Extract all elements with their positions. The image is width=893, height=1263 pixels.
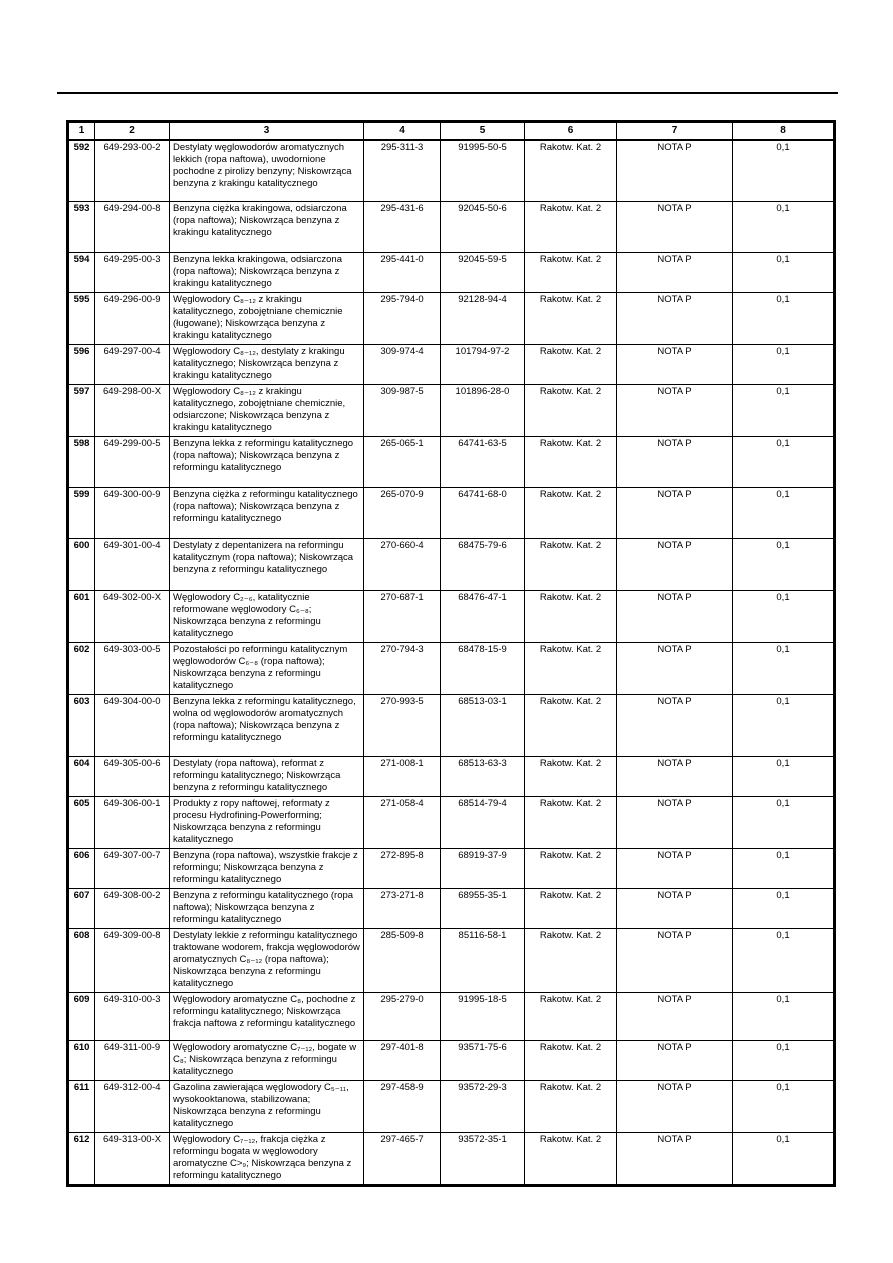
- classification: Rakotw. Kat. 2: [525, 252, 617, 292]
- table-row: [68, 538, 835, 590]
- cas-number: 93572-29-3: [441, 1080, 525, 1132]
- table-row: [68, 1080, 835, 1132]
- ec-number: 272-895-8: [364, 848, 441, 888]
- column-header-5: 5: [441, 122, 525, 141]
- classification: Rakotw. Kat. 2: [525, 888, 617, 928]
- note: NOTA P: [617, 487, 733, 538]
- ec-number: 295-431-6: [364, 201, 441, 252]
- row-number: 607: [68, 888, 95, 928]
- ec-number: 297-465-7: [364, 1132, 441, 1185]
- index-number: 649-299-00-5: [95, 436, 170, 487]
- column-header-4: 4: [364, 122, 441, 141]
- column-header-2: 2: [95, 122, 170, 141]
- index-number: 649-311-00-9: [95, 1040, 170, 1080]
- substance-name: Benzyna z reformingu katalitycznego (ropa naftowa); Niskowrząca benzyna z reformingu katalitycznego: [170, 888, 364, 928]
- table-row: [68, 928, 835, 992]
- classification: Rakotw. Kat. 2: [525, 487, 617, 538]
- index-number: 649-306-00-1: [95, 796, 170, 848]
- cas-number: 64741-63-5: [441, 436, 525, 487]
- table-row: [68, 201, 835, 252]
- cas-number: 92045-59-5: [441, 252, 525, 292]
- table-row: [68, 796, 835, 848]
- row-number: 603: [68, 694, 95, 756]
- row-number: 594: [68, 252, 95, 292]
- note: NOTA P: [617, 538, 733, 590]
- ec-number: 295-794-0: [364, 292, 441, 344]
- cas-number: 68475-79-6: [441, 538, 525, 590]
- column-header-3: 3: [170, 122, 364, 141]
- substance-name: Benzyna ciężka krakingowa, odsiarczona (ropa naftowa); Niskowrząca benzyna z krakingu katalitycznego: [170, 201, 364, 252]
- substance-name: Węglowodory C₈₋₁₂, destylaty z krakingu katalitycznego; Niskowrząca benzyna z krakingu katalitycznego: [170, 344, 364, 384]
- classification: Rakotw. Kat. 2: [525, 796, 617, 848]
- classification: Rakotw. Kat. 2: [525, 1080, 617, 1132]
- index-number: 649-294-00-8: [95, 201, 170, 252]
- ec-number: 309-974-4: [364, 344, 441, 384]
- substance-name: Pozostałości po reformingu katalitycznym węglowodorów C₆₋₈ (ropa naftowa); Niskowrząca benzyna z reformingu katalitycznego: [170, 642, 364, 694]
- cas-number: 92128-94-4: [441, 292, 525, 344]
- index-number: 649-297-00-4: [95, 344, 170, 384]
- table-row: [68, 756, 835, 796]
- cas-number: 64741-68-0: [441, 487, 525, 538]
- cas-number: 93571-75-6: [441, 1040, 525, 1080]
- note: NOTA P: [617, 292, 733, 344]
- classification: Rakotw. Kat. 2: [525, 590, 617, 642]
- ec-number: 295-279-0: [364, 992, 441, 1040]
- row-number: 604: [68, 756, 95, 796]
- concentration-limit: 0,1: [733, 992, 835, 1040]
- cas-number: 101896-28-0: [441, 384, 525, 436]
- note: NOTA P: [617, 140, 733, 201]
- ec-number: 270-794-3: [364, 642, 441, 694]
- index-number: 649-312-00-4: [95, 1080, 170, 1132]
- concentration-limit: 0,1: [733, 201, 835, 252]
- cas-number: 68513-63-3: [441, 756, 525, 796]
- classification: Rakotw. Kat. 2: [525, 1040, 617, 1080]
- note: NOTA P: [617, 1040, 733, 1080]
- table-row: [68, 344, 835, 384]
- index-number: 649-301-00-4: [95, 538, 170, 590]
- concentration-limit: 0,1: [733, 384, 835, 436]
- note: NOTA P: [617, 590, 733, 642]
- concentration-limit: 0,1: [733, 928, 835, 992]
- row-number: 601: [68, 590, 95, 642]
- note: NOTA P: [617, 888, 733, 928]
- row-number: 611: [68, 1080, 95, 1132]
- table-row: [68, 436, 835, 487]
- header-row: [68, 122, 835, 141]
- substance-name: Węglowodory aromatyczne C₇₋₁₂, bogate w C₈; Niskowrząca benzyna z reformingu katalitycznego: [170, 1040, 364, 1080]
- table-row: [68, 487, 835, 538]
- index-number: 649-304-00-0: [95, 694, 170, 756]
- index-number: 649-303-00-5: [95, 642, 170, 694]
- index-number: 649-305-00-6: [95, 756, 170, 796]
- cas-number: 68919-37-9: [441, 848, 525, 888]
- concentration-limit: 0,1: [733, 1080, 835, 1132]
- concentration-limit: 0,1: [733, 796, 835, 848]
- ec-number: 270-660-4: [364, 538, 441, 590]
- concentration-limit: 0,1: [733, 1040, 835, 1080]
- note: NOTA P: [617, 201, 733, 252]
- classification: Rakotw. Kat. 2: [525, 928, 617, 992]
- substance-name: Węglowodory C₂₋₆, katalitycznie reformowane węglowodory C₆₋₈; Niskowrząca benzyna z reformingu katalitycznego: [170, 590, 364, 642]
- row-number: 606: [68, 848, 95, 888]
- concentration-limit: 0,1: [733, 292, 835, 344]
- concentration-limit: 0,1: [733, 642, 835, 694]
- substance-table: [66, 120, 836, 1187]
- ec-number: 309-987-5: [364, 384, 441, 436]
- classification: Rakotw. Kat. 2: [525, 384, 617, 436]
- cas-number: 68514-79-4: [441, 796, 525, 848]
- index-number: 649-307-00-7: [95, 848, 170, 888]
- concentration-limit: 0,1: [733, 756, 835, 796]
- classification: Rakotw. Kat. 2: [525, 756, 617, 796]
- substance-name: Węglowodory C₈₋₁₂ z krakingu katalitycznego, zobojętniane chemicznie (ługowane); Niskowrząca benzyna z krakingu katalitycznego: [170, 292, 364, 344]
- substance-name: Produkty z ropy naftowej, reformaty z procesu Hydrofining-Powerforming; Niskowrząca benzyna z reformingu katalitycznego: [170, 796, 364, 848]
- classification: Rakotw. Kat. 2: [525, 992, 617, 1040]
- concentration-limit: 0,1: [733, 590, 835, 642]
- note: NOTA P: [617, 756, 733, 796]
- table-row: [68, 590, 835, 642]
- cas-number: 68476-47-1: [441, 590, 525, 642]
- substance-name: Węglowodory C₈₋₁₂ z krakingu katalitycznego, zobojętniane chemicznie, odsiarczone; Niskowrząca benzyna z krakingu katalitycznego: [170, 384, 364, 436]
- table-row: [68, 1132, 835, 1185]
- note: NOTA P: [617, 928, 733, 992]
- substance-name: Benzyna lekka z reformingu katalitycznego (ropa naftowa); Niskowrząca benzyna z reformingu katalitycznego: [170, 436, 364, 487]
- row-number: 600: [68, 538, 95, 590]
- ec-number: 295-311-3: [364, 140, 441, 201]
- row-number: 596: [68, 344, 95, 384]
- classification: Rakotw. Kat. 2: [525, 1132, 617, 1185]
- index-number: 649-302-00-X: [95, 590, 170, 642]
- note: NOTA P: [617, 848, 733, 888]
- table-row: [68, 694, 835, 756]
- note: NOTA P: [617, 642, 733, 694]
- classification: Rakotw. Kat. 2: [525, 694, 617, 756]
- cas-number: 68955-35-1: [441, 888, 525, 928]
- row-number: 598: [68, 436, 95, 487]
- index-number: 649-310-00-3: [95, 992, 170, 1040]
- cas-number: 91995-50-5: [441, 140, 525, 201]
- concentration-limit: 0,1: [733, 694, 835, 756]
- cas-number: 68513-03-1: [441, 694, 525, 756]
- classification: Rakotw. Kat. 2: [525, 642, 617, 694]
- substance-name: Benzyna (ropa naftowa), wszystkie frakcje z reformingu; Niskowrząca benzyna z reformingu katalitycznego: [170, 848, 364, 888]
- page-top-rule: [57, 92, 838, 94]
- table-row: [68, 992, 835, 1040]
- row-number: 609: [68, 992, 95, 1040]
- ec-number: 273-271-8: [364, 888, 441, 928]
- index-number: 649-313-00-X: [95, 1132, 170, 1185]
- table-body: [68, 140, 835, 1185]
- note: NOTA P: [617, 796, 733, 848]
- table-row: [68, 1040, 835, 1080]
- note: NOTA P: [617, 992, 733, 1040]
- concentration-limit: 0,1: [733, 252, 835, 292]
- ec-number: 265-065-1: [364, 436, 441, 487]
- concentration-limit: 0,1: [733, 1132, 835, 1185]
- classification: Rakotw. Kat. 2: [525, 140, 617, 201]
- note: NOTA P: [617, 384, 733, 436]
- classification: Rakotw. Kat. 2: [525, 538, 617, 590]
- concentration-limit: 0,1: [733, 538, 835, 590]
- index-number: 649-296-00-9: [95, 292, 170, 344]
- ec-number: 285-509-8: [364, 928, 441, 992]
- note: NOTA P: [617, 344, 733, 384]
- note: NOTA P: [617, 436, 733, 487]
- substance-name: Benzyna lekka krakingowa, odsiarczona (ropa naftowa); Niskowrząca benzyna z krakingu katalitycznego: [170, 252, 364, 292]
- substance-name: Benzyna ciężka z reformingu katalitycznego (ropa naftowa); Niskowrząca benzyna z reformingu katalitycznego: [170, 487, 364, 538]
- cas-number: 93572-35-1: [441, 1132, 525, 1185]
- table-row: [68, 888, 835, 928]
- note: NOTA P: [617, 252, 733, 292]
- table-row: [68, 292, 835, 344]
- index-number: 649-308-00-2: [95, 888, 170, 928]
- table-row: [68, 140, 835, 201]
- concentration-limit: 0,1: [733, 487, 835, 538]
- cas-number: 91995-18-5: [441, 992, 525, 1040]
- substance-name: Gazolina zawierająca węglowodory C₅₋₁₁, wysokooktanowa, stabilizowana; Niskowrząca benzyna z reformingu katalitycznego: [170, 1080, 364, 1132]
- cas-number: 85116-58-1: [441, 928, 525, 992]
- column-header-1: 1: [68, 122, 95, 141]
- row-number: 602: [68, 642, 95, 694]
- classification: Rakotw. Kat. 2: [525, 201, 617, 252]
- concentration-limit: 0,1: [733, 436, 835, 487]
- index-number: 649-293-00-2: [95, 140, 170, 201]
- index-number: 649-298-00-X: [95, 384, 170, 436]
- substance-name: Węglowodory aromatyczne C₈, pochodne z reformingu katalitycznego; Niskowrząca frakcja naftowa z reformingu katalitycznego: [170, 992, 364, 1040]
- cas-number: 68478-15-9: [441, 642, 525, 694]
- index-number: 649-309-00-8: [95, 928, 170, 992]
- cas-number: 101794-97-2: [441, 344, 525, 384]
- table-header: [68, 122, 835, 141]
- row-number: 595: [68, 292, 95, 344]
- row-number: 592: [68, 140, 95, 201]
- concentration-limit: 0,1: [733, 888, 835, 928]
- substance-name: Destylaty węglowodorów aromatycznych lekkich (ropa naftowa), uwodornione pochodne z pirolizy benzyny; Niskowrząca benzyna z krakingu katalitycznego: [170, 140, 364, 201]
- concentration-limit: 0,1: [733, 848, 835, 888]
- cas-number: 92045-50-6: [441, 201, 525, 252]
- classification: Rakotw. Kat. 2: [525, 848, 617, 888]
- concentration-limit: 0,1: [733, 344, 835, 384]
- row-number: 608: [68, 928, 95, 992]
- row-number: 599: [68, 487, 95, 538]
- concentration-limit: 0,1: [733, 140, 835, 201]
- note: NOTA P: [617, 1080, 733, 1132]
- index-number: 649-295-00-3: [95, 252, 170, 292]
- ec-number: 297-401-8: [364, 1040, 441, 1080]
- column-header-6: 6: [525, 122, 617, 141]
- table-row: [68, 848, 835, 888]
- substance-name: Destylaty (ropa naftowa), reformat z reformingu katalitycznego; Niskowrząca benzyna z reformingu katalitycznego: [170, 756, 364, 796]
- table-row: [68, 252, 835, 292]
- row-number: 593: [68, 201, 95, 252]
- ec-number: 295-441-0: [364, 252, 441, 292]
- index-number: 649-300-00-9: [95, 487, 170, 538]
- classification: Rakotw. Kat. 2: [525, 436, 617, 487]
- substance-name: Destylaty lekkie z reformingu katalitycznego traktowane wodorem, frakcja węglowodorów aromatycznych C₈₋₁₂ (ropa naftowa); Niskowrząca benzyna z reformingu katalitycznego: [170, 928, 364, 992]
- ec-number: 271-058-4: [364, 796, 441, 848]
- row-number: 610: [68, 1040, 95, 1080]
- column-header-8: 8: [733, 122, 835, 141]
- ec-number: 270-687-1: [364, 590, 441, 642]
- table-row: [68, 384, 835, 436]
- ec-number: 271-008-1: [364, 756, 441, 796]
- ec-number: 265-070-9: [364, 487, 441, 538]
- substance-name: Benzyna lekka z reformingu katalitycznego, wolna od węglowodorów aromatycznych (ropa naftowa); Niskowrząca benzyna z reformingu katalitycznego: [170, 694, 364, 756]
- note: NOTA P: [617, 694, 733, 756]
- ec-number: 270-993-5: [364, 694, 441, 756]
- row-number: 605: [68, 796, 95, 848]
- ec-number: 297-458-9: [364, 1080, 441, 1132]
- row-number: 612: [68, 1132, 95, 1185]
- classification: Rakotw. Kat. 2: [525, 292, 617, 344]
- column-header-7: 7: [617, 122, 733, 141]
- substance-name: Węglowodory C₇₋₁₂, frakcja ciężka z reformingu bogata w węglowodory aromatyczne C>₉; Niskowrząca benzyna z reformingu katalitycznego: [170, 1132, 364, 1185]
- row-number: 597: [68, 384, 95, 436]
- classification: Rakotw. Kat. 2: [525, 344, 617, 384]
- substance-name: Destylaty z depentanizera na reformingu katalitycznym (ropa naftowa); Niskowrząca benzyna z reformingu katalitycznego: [170, 538, 364, 590]
- note: NOTA P: [617, 1132, 733, 1185]
- table-row: [68, 642, 835, 694]
